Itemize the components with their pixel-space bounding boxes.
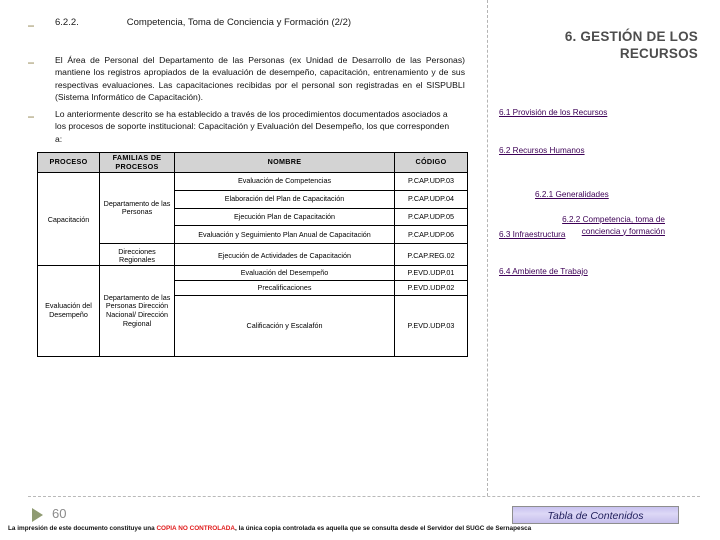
cell-codigo: P.CAP.UDP.05 xyxy=(395,208,468,226)
bullet-square-icon xyxy=(28,108,37,123)
cell-nombre: Calificación y Escalafón xyxy=(175,296,395,357)
cell-nombre: Ejecución Plan de Capacitación xyxy=(175,208,395,226)
cell-codigo: P.EVD.UDP.03 xyxy=(395,296,468,357)
col-header-codigo: CÓDIGO xyxy=(395,153,468,173)
play-triangle-icon[interactable] xyxy=(32,508,43,522)
cell-proceso-capacitacion: Capacitación xyxy=(38,173,100,269)
col-header-familias: FAMILIAS DE PROCESOS xyxy=(100,153,175,173)
toc-link-6-3[interactable]: 6.3 Infraestructura xyxy=(499,230,566,239)
paragraph-1-text: El Área de Personal del Departamento de las Personas (ex Unidad de Desarrollo de las Personas) mantiene los registros apropiados de la evaluación de desempeño, capacitación, entrenamiento y de sus respectivas evaluaciones. Las capacitaciones recibidas por el personal son registradas en el SISPUBLI (Sistema Informático de Capacitación). xyxy=(55,55,465,103)
procedures-table-evaluacion xyxy=(37,265,468,357)
bullet-square-icon xyxy=(28,17,37,32)
legal-notice-highlight: COPIA NO CONTROLADA xyxy=(156,525,236,532)
toc-link-6-2[interactable]: 6.2 Recursos Humanos xyxy=(499,146,585,155)
cell-codigo: P.CAP.UDP.03 xyxy=(395,173,468,191)
footer-divider xyxy=(28,496,700,497)
toc-link-6-2-1[interactable]: 6.2.1 Generalidades xyxy=(535,190,609,199)
cell-codigo: P.CAP.REG.02 xyxy=(395,244,468,269)
legal-notice xyxy=(8,524,714,533)
cell-nombre: Ejecución de Actividades de Capacitación xyxy=(175,244,395,269)
paragraph-2-text: Lo anteriormente descrito se ha establecido a través de los procedimientos documentados asociados a los procesos de soporte institucional: Capacitación y Evaluación del Desempeño, los que corresponden a: xyxy=(55,109,450,144)
page-number: 60 xyxy=(52,506,67,521)
section-number: 6.2.2. xyxy=(55,17,79,28)
procedures-table-capacitacion xyxy=(37,152,468,269)
cell-codigo: P.EVD.UDP.02 xyxy=(395,281,468,296)
col-header-proceso: PROCESO xyxy=(38,153,100,173)
cell-familia-departamento-direcciones: Departamento de las Personas Dirección Nacional/ Dirección Regional xyxy=(100,266,175,357)
cell-nombre: Elaboración del Plan de Capacitación xyxy=(175,190,395,208)
cell-familia-departamento-personas: Departamento de las Personas xyxy=(100,173,175,244)
cell-codigo: P.EVD.UDP.01 xyxy=(395,266,468,281)
cell-familia-direcciones-regionales: Direcciones Regionales xyxy=(100,244,175,269)
section-title: Competencia, Toma de Conciencia y Formación (2/2) xyxy=(126,17,352,28)
cell-nombre: Evaluación del Desempeño xyxy=(175,266,395,281)
cell-nombre: Precalificaciones xyxy=(175,281,395,296)
paragraph-2-row xyxy=(28,108,478,145)
cell-proceso-evaluacion-desempeno: Evaluación del Desempeño xyxy=(38,266,100,357)
legal-notice-after: , la única copia controlada es aquella que se consulta desde el Servidor del SUGC de Sernapesca xyxy=(235,525,532,532)
paragraph-1-row xyxy=(28,54,478,104)
slide-sidebar xyxy=(495,0,720,490)
toc-link-6-1[interactable]: 6.1 Provisión de los Recursos xyxy=(499,108,608,117)
cell-codigo: P.CAP.UDP.06 xyxy=(395,226,468,244)
toc-link-6-4[interactable]: 6.4 Ambiente de Trabajo xyxy=(499,267,588,276)
table-row xyxy=(38,266,468,281)
toc-link-6-2-2[interactable]: 6.2.2 Competencia, toma de conciencia y formación xyxy=(562,215,665,236)
table-of-contents-button[interactable]: Tabla de Contenidos xyxy=(512,506,679,524)
cell-codigo: P.CAP.UDP.04 xyxy=(395,190,468,208)
slide-vertical-divider xyxy=(487,0,488,496)
legal-notice-before: La impresión de este documento constituye una xyxy=(8,525,157,532)
section-heading-bullet-row xyxy=(28,17,458,32)
slide-heading xyxy=(508,28,698,62)
cell-nombre: Evaluación de Competencias xyxy=(175,173,395,191)
cell-nombre: Evaluación y Seguimiento Plan Anual de Capacitación xyxy=(175,226,395,244)
slide-heading-line-2: RECURSOS xyxy=(619,46,698,61)
col-header-nombre: NOMBRE xyxy=(175,153,395,173)
bullet-square-icon xyxy=(28,54,37,69)
slide-heading-line-1: 6. GESTIÓN DE LOS xyxy=(564,29,698,44)
table-row xyxy=(38,173,468,191)
